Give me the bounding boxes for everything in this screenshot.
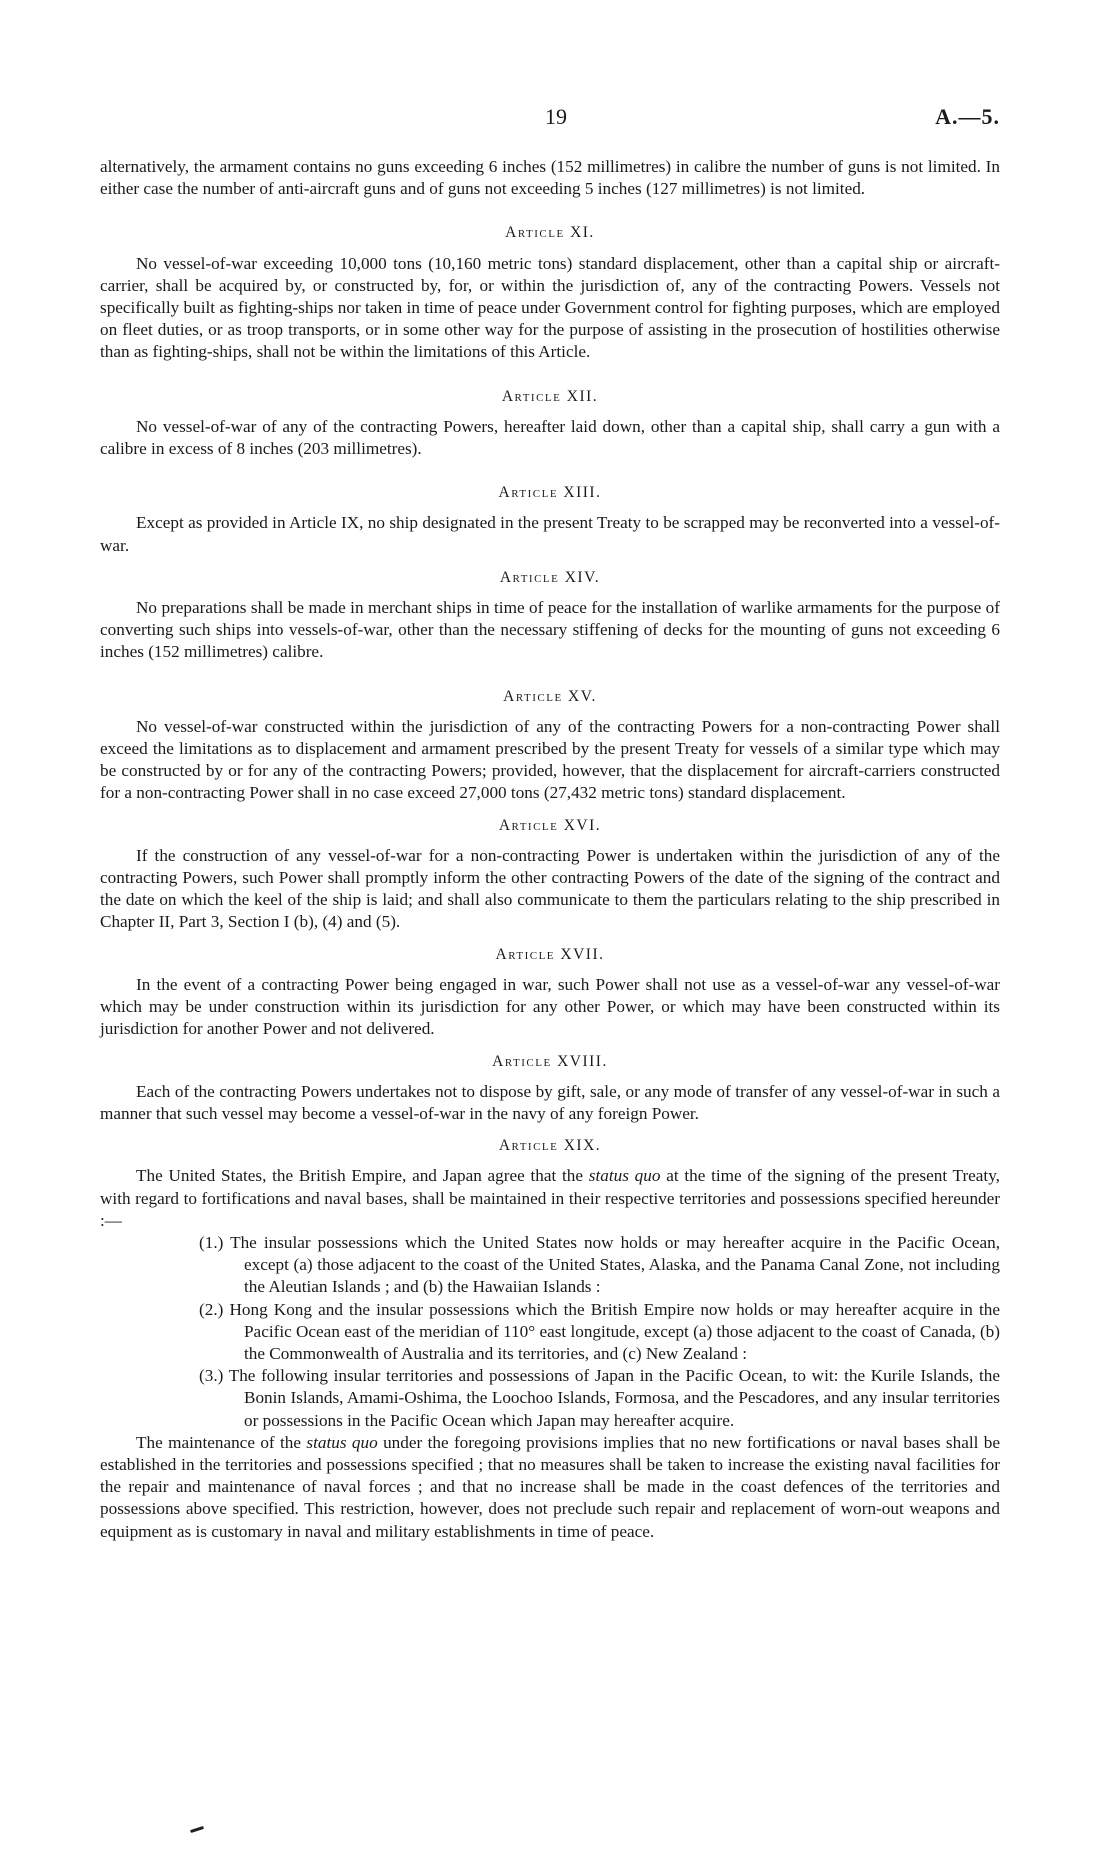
stray-ink-mark — [190, 1826, 204, 1833]
possessions-list — [100, 1232, 1000, 1432]
article-paragraph: No vessel-of-war constructed within the jurisdiction of any of the contracting Powers for a non-contracting Power shall exceed the limitations as to displacement and armament prescribed by the present Treaty for vessels of a similar type which may be constructed by or for any of the contracting Powers; provided, however, that the displacement for aircraft-carriers constructed for a non-contracting Power shall in no case exceed 27,000 tons (27,432 metric tons) standard displacement. — [100, 716, 1000, 803]
article-heading: Article XVII. — [495, 945, 605, 963]
article-heading: Article XI. — [505, 224, 595, 242]
article-heading: Article XIII. — [498, 484, 602, 502]
intro-paragraph: alternatively, the armament contains no guns exceeding 6 inches (152 millimetres) in calibre the number of guns is not limited. In either case the number of anti-aircraft guns and of guns not exceeding 5 inches (127 millimetres) is not limited. — [100, 157, 1000, 199]
article-19-intro-before: The United States, the British Empire, and Japan agree that the — [136, 1166, 589, 1186]
document-body — [100, 156, 1000, 1543]
article-paragraph: No vessel-of-war of any of the contracting Powers, hereafter laid down, other than a capital ship, shall carry a gun with a calibre in excess of 8 inches (203 millimetres). — [100, 416, 1000, 459]
article-19-intro-after: at the time of the signing of the present Treaty, with regard to fortifications and naval bases, shall be maintained in their respective territories and possessions specified hereunder :— — [100, 1166, 1000, 1230]
article-heading: Article XII. — [501, 387, 599, 405]
article-paragraph: No preparations shall be made in merchant ships in time of peace for the installation of warlike armaments for the purpose of converting such ships into vessels-of-war, other than the necessary stiffening of decks for the mounting of guns not exceeding 6 inches (152 millimetres) calibre. — [100, 598, 1000, 662]
article-heading: Article XVIII. — [492, 1052, 608, 1070]
page-header — [100, 104, 1000, 134]
list-item: (1.) The insular possessions which the United States now holds or may hereafter acquire in the Pacific Ocean, except (a) those adjacent to the coast of the United States, Alaska, and the Panama Canal Zone, not including the Aleutian Islands ; and (b) the Hawaiian Islands : — [199, 1232, 1000, 1297]
article-paragraph: If the construction of any vessel-of-war for a non-contracting Power is undertaken within the jurisdiction of any of the contracting Powers, such Power shall promptly inform the other contracting Powers of the date of the signing of the contract and the date on which the keel of the ship is laid; and shall also communicate to them the particulars relating to the ship prescribed in Chapter II, Part 3, Section I (b), (4) and (5). — [100, 845, 1000, 932]
status-quo-term: status quo — [588, 1166, 661, 1186]
article-19-intro — [100, 1165, 1000, 1232]
list-item: (2.) Hong Kong and the insular possessions which the British Empire now holds or may hereafter acquire in the Pacific Ocean east of the meridian of 110° east longitude, except (a) those adjacent to the coast of Canada, (b) the Commonwealth of Australia and its territories, and (c) New Zealand : — [199, 1299, 1000, 1363]
status-quo-term: status quo — [306, 1432, 378, 1452]
article-paragraph: Each of the contracting Powers undertakes not to dispose by gift, sale, or any mode of transfer of any vessel-of-war in such a manner that such vessel may become a vessel-of-war in the navy of any foreign Power. — [100, 1081, 1000, 1123]
article-paragraph: Except as provided in Article IX, no ship designated in the present Treaty to be scrapped may be reconverted into a vessel-of-war. — [100, 513, 1000, 555]
document-reference: A.—5. — [935, 104, 1000, 129]
article-19-closing-before: The maintenance of the — [136, 1432, 307, 1452]
article-heading: Article XIX. — [498, 1137, 602, 1155]
page-number: 19 — [545, 104, 567, 129]
article-19-closing — [100, 1432, 1000, 1543]
article-heading: Article XV. — [503, 687, 597, 705]
article-heading: Article XIV. — [499, 568, 601, 586]
article-heading: Article XVI. — [498, 816, 602, 834]
list-item: (3.) The following insular territories and possessions of Japan in the Pacific Ocean, to wit: the Kurile Islands, the Bonin Islands, Amami-Oshima, the Loochoo Islands, Formosa, and the Pescadores, and any insular territories or possessions in the Pacific Ocean which Japan may hereafter acquire. — [199, 1366, 1000, 1430]
article-paragraph: No vessel-of-war exceeding 10,000 tons (10,160 metric tons) standard displacement, other than a capital ship or aircraft-carrier, shall be acquired by, or constructed by, for, or within the jurisdiction of, any of the contracting Powers. Vessels not specifically built as fighting-ships nor taken in time of peace under Government control for fighting purposes, which are employed on fleet duties, or as troop transports, or in some other way for the purpose of assisting in the prosecution of hostilities otherwise than as fighting-ships, shall not be within the limitations of this Article. — [100, 253, 1000, 362]
article-19-closing-after: under the foregoing provisions implies that no new fortifications or naval bases shall be established in the territories and possessions specified ; that no measures shall be taken to increase the existing naval facilities for the repair and maintenance of naval forces ; and that no increase shall be made in the coast defences of the territories and possessions above specified. This restriction, however, does not preclude such repair and replacement of worn-out weapons and equipment as is customary in naval and military establishments in time of peace. — [100, 1432, 1000, 1541]
article-paragraph: In the event of a contracting Power being engaged in war, such Power shall not use as a vessel-of-war any vessel-of-war which may be under construction within its jurisdiction for any other Power, or which may have been constructed within its jurisdiction for another Power and not delivered. — [100, 974, 1000, 1039]
